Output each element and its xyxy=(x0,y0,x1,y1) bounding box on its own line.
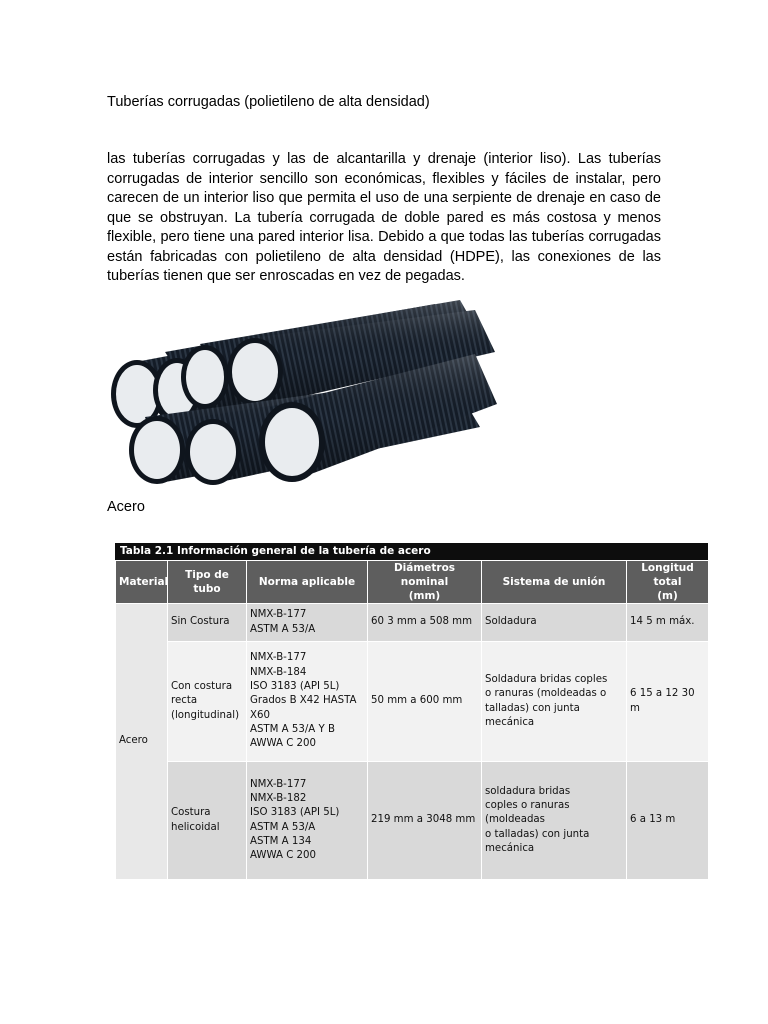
cell-line: (longitudinal) xyxy=(171,709,240,721)
cell-line: ASTM A 134 xyxy=(250,835,312,847)
cell-line: helicoidal xyxy=(171,821,220,833)
cell-line: o talladas) con junta xyxy=(485,828,590,840)
header-diametros-line2: (mm) xyxy=(408,590,441,602)
cell-line: NMX-B-177 xyxy=(250,652,307,664)
cell-material: Acero xyxy=(116,604,168,880)
cell-line: NMX-B-177 xyxy=(250,609,307,621)
table-row xyxy=(116,762,709,880)
body-paragraph: las tuberías corrugadas y las de alcantarilla y drenaje (interior liso). Las tuberías corrugadas de interior sencillo son económicas, flexibles y fáciles de instalar, pero carecen de un interior liso que permita el uso de una serpiente de drenaje en caso de que se obstruyan. La tubería corrugada de doble pared es más costosa y menos flexible, pero tiene una pared interior lisa. Debido a que todas las tuberías corrugadas están fabricadas con polietileno de alta densidad (HDPE), las conexiones de las tuberías tienen que ser enroscadas en vez de pegadas. xyxy=(107,151,661,284)
cell-line: Sin Costura xyxy=(171,616,230,628)
cell-line: AWWA C 200 xyxy=(250,850,317,862)
section-title: Acero xyxy=(107,499,145,515)
cell-line: Grados B X42 HASTA xyxy=(250,695,357,707)
table-header-row xyxy=(116,561,709,604)
cell-line: Soldadura xyxy=(485,616,537,628)
header-diametros xyxy=(368,561,482,604)
header-longitud-line1: Longitud total xyxy=(641,562,694,588)
cell-line: ASTM A 53/A xyxy=(250,821,316,833)
cell-line: NMX-B-182 xyxy=(250,792,307,804)
cell-tipo xyxy=(168,642,247,762)
cell-line: recta xyxy=(171,695,198,707)
cell-longitud: 6 a 13 m xyxy=(627,762,709,880)
steel-pipe-table xyxy=(115,543,708,880)
cell-norma xyxy=(247,604,368,642)
cell-sistema xyxy=(482,642,627,762)
header-material: Material xyxy=(116,561,168,604)
cell-line: ASTM A 53/A Y B xyxy=(250,723,335,735)
table-row xyxy=(116,604,709,642)
cell-diametro: 219 mm a 3048 mm xyxy=(368,762,482,880)
page-heading: Tuberías corrugadas (polietileno de alta densidad) xyxy=(107,94,430,110)
header-norma: Norma aplicable xyxy=(247,561,368,604)
header-tipo: Tipo de tubo xyxy=(168,561,247,604)
cell-line: ISO 3183 (API 5L) xyxy=(250,681,340,693)
cell-tipo xyxy=(168,604,247,642)
cell-norma xyxy=(247,642,368,762)
header-longitud-line2: (m) xyxy=(657,590,678,602)
cell-line: Con costura xyxy=(171,681,233,693)
cell-sistema xyxy=(482,762,627,880)
cell-longitud: 14 5 m máx. xyxy=(627,604,709,642)
cell-sistema xyxy=(482,604,627,642)
cell-line: X60 xyxy=(250,709,270,721)
cell-line: ISO 3183 (API 5L) xyxy=(250,807,340,819)
cell-line: ASTM A 53/A xyxy=(250,623,316,635)
cell-line: o ranuras (moldeadas o xyxy=(485,688,607,700)
cell-line: Costura xyxy=(171,807,211,819)
cell-tipo xyxy=(168,762,247,880)
cell-line: AWWA C 200 xyxy=(250,738,317,750)
header-longitud xyxy=(627,561,709,604)
cell-line: soldadura bridas xyxy=(485,785,571,797)
cell-norma xyxy=(247,762,368,880)
cell-line: coples o ranuras (moldeadas xyxy=(485,800,570,826)
header-sistema: Sistema de unión xyxy=(482,561,627,604)
cell-line: NMX-B-177 xyxy=(250,778,307,790)
cell-line: Soldadura bridas coples xyxy=(485,673,608,685)
table xyxy=(115,560,709,880)
cell-diametro: 60 3 mm a 508 mm xyxy=(368,604,482,642)
header-diametros-line1: Diámetros nominal xyxy=(393,562,456,588)
cell-line: talladas) con junta mecánica xyxy=(485,702,580,728)
cell-line: NMX-B-184 xyxy=(250,666,307,678)
table-caption: Tabla 2.1 Información general de la tubería de acero xyxy=(115,543,708,560)
cell-longitud: 6 15 a 12 30 m xyxy=(627,642,709,762)
cell-diametro: 50 mm a 600 mm xyxy=(368,642,482,762)
table-row xyxy=(116,642,709,762)
cell-line: mecánica xyxy=(485,842,535,854)
corrugated-pipes-photo xyxy=(105,292,500,492)
